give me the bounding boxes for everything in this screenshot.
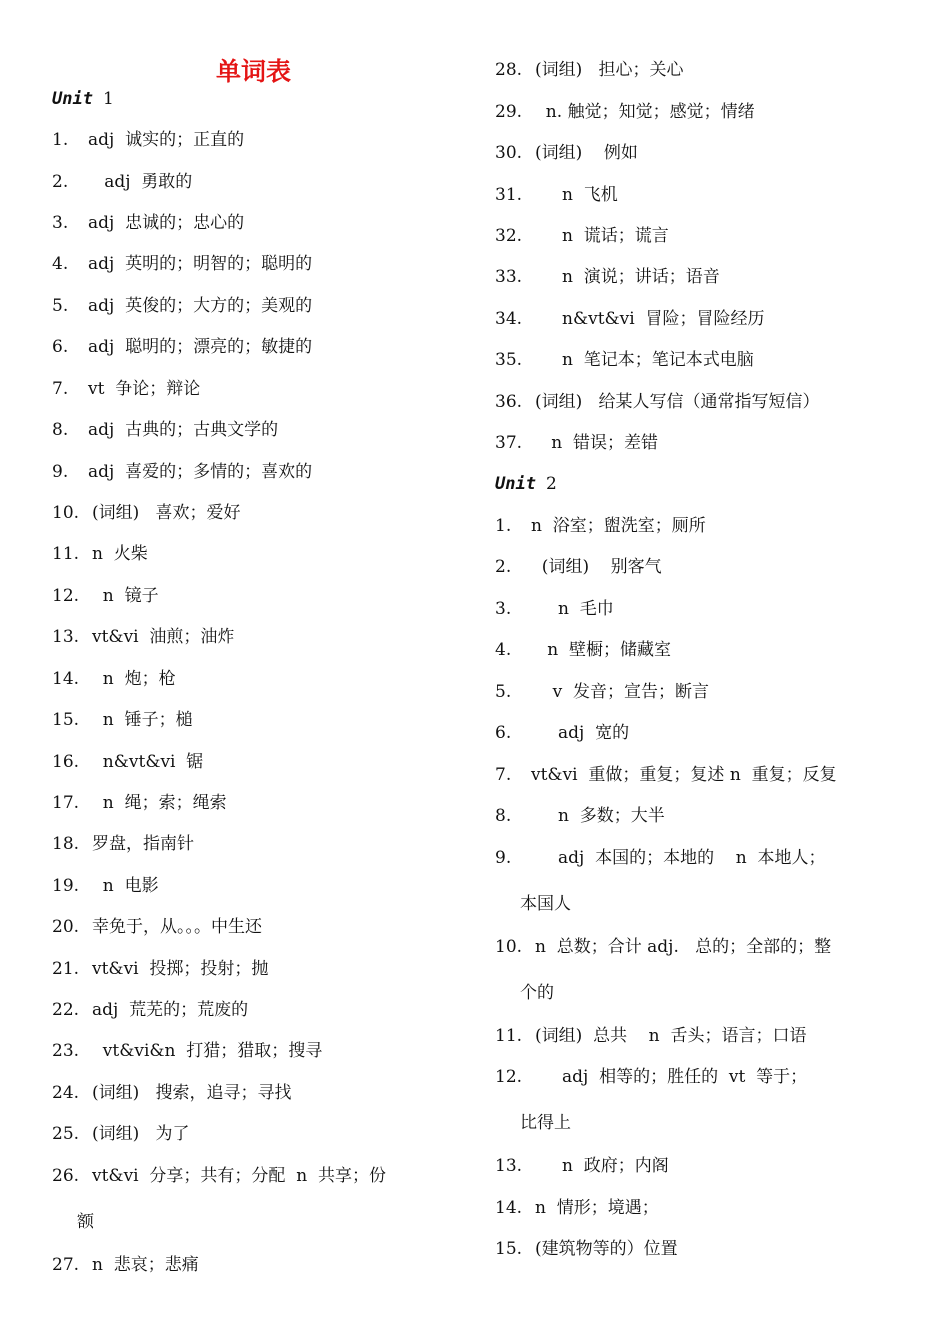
unit-number: 1 (102, 89, 114, 109)
item-text-continued: 个的 (520, 983, 554, 1003)
item-number: 27. (52, 1255, 80, 1275)
item-number: 4. (495, 640, 512, 660)
vocab-item (52, 117, 462, 163)
item-number: 14. (52, 669, 80, 689)
vocab-item (52, 863, 462, 909)
item-number: 35. (495, 350, 523, 370)
vocab-item (495, 503, 915, 549)
vocab-item (52, 904, 462, 950)
item-number: 7. (52, 379, 69, 399)
vocab-item (495, 1143, 915, 1189)
item-number: 7. (495, 765, 512, 785)
item-text: v 发音；宣告；断言 (531, 682, 710, 702)
item-text: adj 聪明的；漂亮的；敏捷的 (88, 337, 313, 357)
vocab-item (495, 254, 915, 300)
item-number: 1. (52, 130, 69, 150)
vocab-item (495, 47, 915, 93)
item-text: n 电影 (92, 876, 159, 896)
vocab-item (52, 656, 462, 702)
vocab-item (52, 241, 462, 287)
item-number: 12. (52, 586, 80, 606)
item-text: (词组) 喜欢；爱好 (92, 503, 241, 523)
vocab-item (495, 710, 915, 756)
item-number: 8. (52, 420, 69, 440)
vocab-item (495, 379, 915, 425)
item-number: 2. (52, 172, 69, 192)
item-text: adj 诚实的；正直的 (88, 130, 245, 150)
vocab-item (495, 89, 915, 135)
item-number: 15. (495, 1239, 523, 1259)
item-text: vt 争论；辩论 (88, 379, 201, 399)
item-text: adj 英俊的；大方的；美观的 (88, 296, 313, 316)
item-text: (词组) 总共 n 舌头；语言；口语 (535, 1026, 807, 1046)
item-number: 3. (52, 213, 69, 233)
vocab-item (52, 780, 462, 826)
vocab-item (52, 531, 462, 577)
item-text: n 错误；差错 (535, 433, 658, 453)
item-text: adj 喜爱的；多情的；喜欢的 (88, 462, 313, 482)
item-number: 21. (52, 959, 80, 979)
item-number: 15. (52, 710, 80, 730)
item-text: n 总数；合计 adj. 总的；全部的；整 (535, 937, 832, 957)
vocab-item (52, 697, 462, 743)
item-text: n 谎话；谎言 (535, 226, 669, 246)
item-text: n 绳；索；绳索 (92, 793, 227, 813)
item-number: 9. (52, 462, 69, 482)
item-number: 30. (495, 143, 523, 163)
item-text-continued: 比得上 (520, 1113, 571, 1133)
vocab-item (52, 366, 462, 412)
item-text: 幸免于，从。。。中生还 (92, 917, 262, 937)
item-text: n 浴室；盥洗室；厕所 (531, 516, 706, 536)
item-text: adj 宽的 (531, 723, 630, 743)
item-text: n&vt&vi 冒险；冒险经历 (535, 309, 765, 329)
vocab-item (52, 1242, 462, 1288)
unit-label: Unit (52, 89, 93, 109)
vocab-item (52, 1028, 462, 1074)
item-text: n 演说；讲话；语音 (535, 267, 720, 287)
unit-label: Unit (495, 474, 536, 494)
item-number: 23. (52, 1041, 80, 1061)
item-text-continued: 本国人 (520, 894, 571, 914)
vocab-item (52, 449, 462, 495)
item-text: adj 古典的；古典文学的 (88, 420, 279, 440)
item-number: 32. (495, 226, 523, 246)
item-number: 4. (52, 254, 69, 274)
vocab-item (495, 1013, 915, 1059)
item-number: 33. (495, 267, 523, 287)
vocab-item (52, 573, 462, 619)
item-number: 36. (495, 392, 523, 412)
item-number: 5. (495, 682, 512, 702)
vocab-item (52, 324, 462, 370)
item-number: 26. (52, 1166, 80, 1186)
item-number: 11. (495, 1026, 523, 1046)
vocab-item (495, 793, 915, 839)
vocab-item (52, 1153, 462, 1245)
item-text: n 飞机 (535, 185, 618, 205)
item-text: (词组) 为了 (92, 1124, 190, 1144)
item-text: n. 触觉；知觉；感觉；情绪 (535, 102, 755, 122)
item-number: 14. (495, 1198, 523, 1218)
item-text: vt&vi 分享；共有；分配 n 共享；份 (92, 1166, 386, 1186)
item-text: (词组) 例如 (535, 143, 638, 163)
item-number: 18. (52, 834, 80, 854)
item-text: n 炮；枪 (92, 669, 176, 689)
item-text: (词组) 给某人写信（通常指写短信） (535, 392, 820, 412)
item-number: 20. (52, 917, 80, 937)
item-text: (词组) 担心；关心 (535, 60, 684, 80)
item-number: 11. (52, 544, 80, 564)
item-text: vt&vi 重做；重复；复述 n 重复；反复 (531, 765, 837, 785)
vocab-item (495, 924, 915, 1016)
vocab-item (495, 1226, 915, 1272)
item-number: 22. (52, 1000, 80, 1020)
vocab-item (52, 1111, 462, 1157)
item-number: 5. (52, 296, 69, 316)
item-text: adj 荒芜的；荒废的 (92, 1000, 249, 1020)
vocab-item (495, 172, 915, 218)
vocab-item (495, 1054, 915, 1146)
vocab-item (495, 586, 915, 632)
vocab-item (52, 283, 462, 329)
item-text: (词组) 搜索，追寻；寻找 (92, 1083, 292, 1103)
vocab-item (495, 544, 915, 590)
item-text: (词组) 别客气 (531, 557, 662, 577)
item-number: 28. (495, 60, 523, 80)
item-text: adj 相等的；胜任的 vt 等于； (535, 1067, 808, 1087)
vocab-item (52, 490, 462, 536)
vocab-item (52, 987, 462, 1033)
unit-number: 2 (545, 474, 557, 494)
item-text: n 锤子；槌 (92, 710, 193, 730)
item-text: adj 本国的；本地的 n 本地人； (531, 848, 826, 868)
item-number: 1. (495, 516, 512, 536)
vocab-item (495, 669, 915, 715)
item-number: 3. (495, 599, 512, 619)
vocab-item (52, 407, 462, 453)
item-number: 25. (52, 1124, 80, 1144)
item-number: 17. (52, 793, 80, 813)
vocab-item (52, 159, 462, 205)
vocab-item (495, 130, 915, 176)
item-text: n 火柴 (92, 544, 148, 564)
item-text: adj 忠诚的；忠心的 (88, 213, 245, 233)
vocab-item (52, 946, 462, 992)
vocab-item (495, 752, 915, 798)
item-number: 31. (495, 185, 523, 205)
item-text: n 壁橱；储藏室 (531, 640, 671, 660)
item-number: 6. (495, 723, 512, 743)
item-text: 罗盘，指南针 (92, 834, 194, 854)
item-number: 10. (495, 937, 523, 957)
item-text: n&vt&vi 锯 (92, 752, 204, 772)
item-number: 29. (495, 102, 523, 122)
vocab-item (52, 200, 462, 246)
vocab-item (52, 821, 462, 867)
item-number: 2. (495, 557, 512, 577)
item-number: 13. (52, 627, 80, 647)
item-text: vt&vi&n 打猎；猎取；搜寻 (92, 1041, 323, 1061)
item-text: n 笔记本；笔记本式电脑 (535, 350, 754, 370)
unit-heading (52, 76, 462, 122)
vocab-item (495, 296, 915, 342)
item-text: adj 勇敢的 (88, 172, 193, 192)
item-number: 24. (52, 1083, 80, 1103)
vocab-item (495, 213, 915, 259)
item-number: 13. (495, 1156, 523, 1176)
vocab-item (495, 1185, 915, 1231)
item-text: n 悲哀；悲痛 (92, 1255, 199, 1275)
item-number: 19. (52, 876, 80, 896)
page-title: 单词表 (216, 57, 292, 86)
item-number: 10. (52, 503, 80, 523)
vocab-item (495, 835, 915, 927)
item-text: n 镜子 (92, 586, 159, 606)
item-number: 34. (495, 309, 523, 329)
unit-heading (495, 461, 915, 507)
item-number: 37. (495, 433, 523, 453)
item-text: n 情形；境遇； (535, 1198, 659, 1218)
item-number: 6. (52, 337, 69, 357)
item-text: n 多数；大半 (531, 806, 665, 826)
vocab-item (52, 739, 462, 785)
item-text: vt&vi 油煎；油炸 (92, 627, 235, 647)
vocab-item (495, 337, 915, 383)
vocab-item (495, 627, 915, 673)
item-text: vt&vi 投掷；投射；抛 (92, 959, 269, 979)
vocab-item (52, 1070, 462, 1116)
item-text: adj 英明的；明智的；聪明的 (88, 254, 313, 274)
item-text: n 毛巾 (531, 599, 614, 619)
vocab-item (495, 420, 915, 466)
item-number: 12. (495, 1067, 523, 1087)
item-number: 9. (495, 848, 512, 868)
item-number: 8. (495, 806, 512, 826)
item-text-continued: 额 (77, 1212, 94, 1232)
vocab-item (52, 614, 462, 660)
item-text: n 政府；内阁 (535, 1156, 669, 1176)
item-text: (建筑物等的）位置 (535, 1239, 678, 1259)
item-number: 16. (52, 752, 80, 772)
